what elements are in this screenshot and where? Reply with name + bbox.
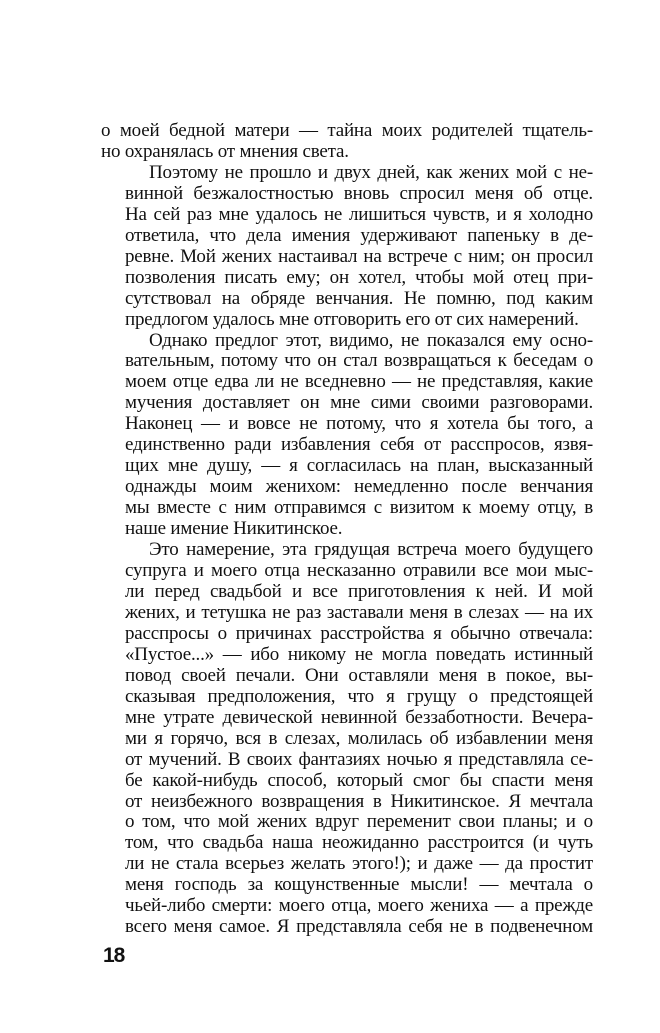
paragraph	[101, 163, 593, 331]
text-line: супруга и моего отца несказанно отравили все мои мыс-	[125, 560, 593, 582]
page-number: 18	[103, 944, 125, 967]
text-line: повод своей печали. Они оставляли меня в покое, вы-	[125, 664, 593, 686]
text-line: щих мне душу, — я согласилась на план, высказанный	[125, 455, 593, 477]
text-line: но охранялась от мнения света.	[101, 140, 349, 162]
text-line: Поэтому не прошло и двух дней, как жених мой с не-	[149, 161, 593, 183]
text-line: винной безжалостностью вновь спросил меня об отце.	[125, 182, 593, 204]
text-line: вательным, потому что он стал возвращаться к беседам о	[125, 350, 593, 372]
text-line: ли перед свадьбой и все приготовления к ней. И мой	[125, 580, 593, 602]
text-line: от мучений. В своих фантазиях ночью я представляла се-	[125, 748, 593, 770]
text-line: от неизбежного возвращения в Никитинское. Я мечтала	[125, 790, 593, 812]
text-line: бе какой-нибудь способ, который смог бы спасти меня	[125, 769, 593, 791]
text-line: мне утрате девической невинной беззаботности. Вечера-	[125, 706, 593, 728]
text-line: ответила, что дела имения удерживают папеньку в де-	[125, 224, 593, 246]
text-line: однажды моим женихом: немедленно после венчания	[125, 476, 593, 498]
text-line: всего меня самое. Я представляла себя не в подвенечном	[125, 916, 593, 938]
text-line: мучения доставляет он мне сими своими разговорами.	[125, 392, 593, 414]
text-line: «Пустое...» — ибо никому не могла поведать истинный	[125, 643, 593, 665]
text-line: о том, что мой жених вдруг переменит свои планы; и о	[125, 811, 593, 833]
text-line: Наконец — и вовсе не потому, что я хотела бы того, а	[125, 413, 593, 435]
text-line: наше имение Никитинское.	[125, 518, 343, 540]
page-text	[101, 121, 593, 938]
text-line: о моей бедной матери — тайна моих родителей тщатель-	[101, 120, 593, 141]
paragraph	[101, 540, 593, 938]
text-line: меня господь за кощунственные мысли! — мечтала о	[125, 874, 593, 896]
text-line: мы вместе с ним отправимся с визитом к моему отцу, в	[125, 497, 593, 519]
text-line: жених, и тетушка не раз заставали меня в слезах — на их	[125, 601, 593, 623]
text-line: сказывая предположения, что я грущу о предстоящей	[125, 685, 593, 707]
paragraph	[101, 121, 593, 163]
text-line: ли не стала всерьез желать этого!); и даже — да простит	[125, 853, 593, 875]
text-line: ревне. Мой жених настаивал на встрече с ним; он просил	[125, 245, 593, 267]
text-line: том, что свадьба наша неожиданно расстроится (и чуть	[125, 832, 593, 854]
text-line: Это намерение, эта грядущая встреча моего будущего	[149, 539, 593, 561]
text-line: расспросы о причинах расстройства я обычно отвечала:	[125, 622, 593, 644]
text-line: ми я горячо, вся в слезах, молилась об избавлении меня	[125, 727, 593, 749]
paragraph	[101, 331, 593, 541]
text-line: позволения писать ему; он хотел, чтобы мой отец при-	[125, 266, 593, 288]
text-line: предлогом удалось мне отговорить его от сих намерений.	[125, 308, 579, 330]
text-line: единственно ради избавления себя от расспросов, язвя-	[125, 434, 593, 456]
text-line: сутствовал на обряде венчания. Не помню, под каким	[125, 287, 593, 309]
text-line: На сей раз мне удалось не лишиться чувств, и я холодно	[125, 203, 593, 225]
text-line: чьей-либо смерти: моего отца, моего жениха — а прежде	[125, 895, 593, 917]
text-line: Однако предлог этот, видимо, не показался ему осно-	[149, 329, 593, 351]
text-line: моем отце едва ли не вседневно — не представляя, какие	[125, 371, 593, 393]
